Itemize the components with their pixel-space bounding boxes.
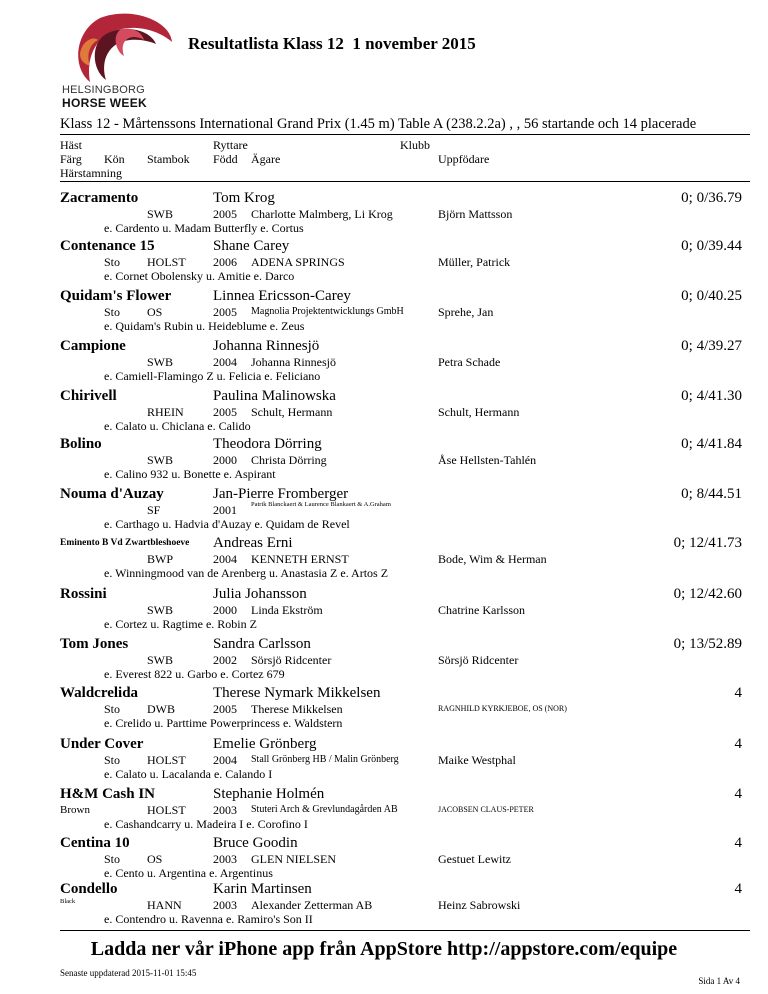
breeder: Björn Mattsson xyxy=(438,207,513,221)
owner: Alexander Zetterman AB xyxy=(251,898,373,912)
horse-name: Rossini xyxy=(60,586,107,602)
horse-gender: Sto xyxy=(104,702,121,716)
studbook: SWB xyxy=(147,355,174,369)
horse-name: Campione xyxy=(60,338,126,354)
horse-name: Waldcrelida xyxy=(60,685,139,701)
rider-name: Johanna Rinnesjö xyxy=(213,338,320,354)
studbook: OS xyxy=(147,305,163,319)
pedigree: e. Quidam's Rubin u. Heideblume e. Zeus xyxy=(104,319,305,333)
owner: Johanna Rinnesjö xyxy=(251,355,336,369)
birth-year: 2006 xyxy=(213,255,237,269)
studbook: HOLST xyxy=(147,753,186,767)
owner: Sörsjö Ridcenter xyxy=(251,653,332,667)
result-entry xyxy=(0,288,768,340)
result-entry xyxy=(0,338,768,390)
result-score: 0; 4/41.30 xyxy=(681,388,742,404)
breeder: Sprehe, Jan xyxy=(438,305,494,319)
result-score: 4 xyxy=(734,881,742,897)
studbook: RHEIN xyxy=(147,405,184,419)
result-score: 4 xyxy=(734,685,742,701)
breeder: Schult, Hermann xyxy=(438,405,520,419)
pedigree: e. Camiell-Flamingo Z u. Felicia e. Feliciano xyxy=(104,369,321,383)
rider-name: Sandra Carlsson xyxy=(213,636,311,652)
pedigree: e. Calato u. Chiclana e. Calido xyxy=(104,419,251,433)
pedigree: e. Contendro u. Ravenna e. Ramiro's Son II xyxy=(104,912,313,926)
col-header-stambok: Stambok xyxy=(147,152,190,166)
rider-name: Paulina Malinowska xyxy=(213,388,336,404)
breeder: Chatrine Karlsson xyxy=(438,603,525,617)
result-entry xyxy=(0,636,768,688)
birth-year: 2005 xyxy=(213,207,237,221)
result-entry xyxy=(0,685,768,737)
result-entry xyxy=(0,535,768,587)
horse-name: Chirivell xyxy=(60,388,117,404)
result-entry xyxy=(0,835,768,887)
studbook: DWB xyxy=(147,702,175,716)
horse-gender: Sto xyxy=(104,852,121,866)
page-title: Resultatlista Klass 12 1 november 2015 xyxy=(188,34,476,53)
col-header-ryttare: Ryttare xyxy=(213,138,248,152)
footer-divider xyxy=(60,930,750,931)
logo-text-horse-week: HORSE WEEK xyxy=(62,96,148,110)
rider-name: Linnea Ericsson-Carey xyxy=(213,288,351,304)
header-bottom-divider xyxy=(60,181,750,182)
studbook: OS xyxy=(147,852,163,866)
result-score: 4 xyxy=(734,736,742,752)
horse-gender: Sto xyxy=(104,255,121,269)
owner: Schult, Hermann xyxy=(251,405,333,419)
pedigree: e. Calino 932 u. Bonette e. Aspirant xyxy=(104,467,276,481)
birth-year: 2005 xyxy=(213,305,237,319)
breeder: Bode, Wim & Herman xyxy=(438,552,547,566)
birth-year: 2005 xyxy=(213,405,237,419)
owner: Magnolia Projektentwicklungs GmbH xyxy=(251,306,404,317)
studbook: SWB xyxy=(147,603,174,617)
rider-name: Jan-Pierre Fromberger xyxy=(213,486,349,502)
birth-year: 2000 xyxy=(213,603,237,617)
rider-name: Stephanie Holmén xyxy=(213,786,325,802)
birth-year: 2003 xyxy=(213,803,237,817)
rider-name: Andreas Erni xyxy=(213,535,293,551)
result-score: 0; 4/41.84 xyxy=(681,436,742,452)
owner: Stall Grönberg HB / Malin Grönberg xyxy=(251,754,399,765)
birth-year: 2005 xyxy=(213,702,237,716)
result-entry xyxy=(0,786,768,838)
studbook: SWB xyxy=(147,653,174,667)
studbook: BWP xyxy=(147,552,174,566)
birth-year: 2004 xyxy=(213,355,237,369)
pedigree: e. Cento u. Argentina e. Argentinus xyxy=(104,866,273,880)
pedigree: e. Cardento u. Madam Butterfly e. Cortus xyxy=(104,221,304,235)
pedigree: e. Everest 822 u. Garbo e. Cortez 679 xyxy=(104,667,285,681)
logo-swoosh-outer xyxy=(78,14,172,82)
breeder: Gestuet Lewitz xyxy=(438,852,511,866)
horse-color: Brown xyxy=(60,804,90,816)
horse-name: Quidam's Flower xyxy=(60,288,172,304)
result-score: 0; 0/39.44 xyxy=(681,238,742,254)
result-entry xyxy=(0,486,768,538)
result-entry xyxy=(0,190,768,242)
breeder: Sörsjö Ridcenter xyxy=(438,653,519,667)
pedigree: e. Cortez u. Ragtime e. Robin Z xyxy=(104,617,257,631)
result-score: 0; 13/52.89 xyxy=(673,636,742,652)
result-entry xyxy=(0,881,768,933)
birth-year: 2004 xyxy=(213,753,237,767)
owner: Stuteri Arch & Grevlundagården AB xyxy=(251,804,398,815)
last-updated: Senaste uppdaterad 2015-11-01 15:45 xyxy=(60,968,197,978)
result-entry xyxy=(0,586,768,638)
pedigree: e. Crelido u. Parttime Powerprincess e. Waldstern xyxy=(104,716,343,730)
horse-name: Tom Jones xyxy=(60,636,129,652)
header-top-divider xyxy=(60,134,750,135)
horse-gender: Sto xyxy=(104,305,121,319)
result-entry xyxy=(0,388,768,440)
horse-color: Black xyxy=(60,898,76,905)
studbook: SWB xyxy=(147,207,174,221)
pedigree: e. Calato u. Lacalanda e. Calando I xyxy=(104,767,273,781)
class-subtitle: Klass 12 - Mårtenssons International Grand Prix (1.45 m) Table A (238.2.2a) , , 56 startande och 14 placerade xyxy=(60,116,697,132)
horse-name: Under Cover xyxy=(60,736,144,752)
col-header-fodd: Född xyxy=(213,152,238,166)
horse-name: Bolino xyxy=(60,436,102,452)
studbook: HOLST xyxy=(147,255,186,269)
owner: Linda Ekström xyxy=(251,603,323,617)
breeder: Müller, Patrick xyxy=(438,255,511,269)
col-header-agare: Ägare xyxy=(251,152,281,166)
studbook: SF xyxy=(147,503,161,517)
horse-name: Contenance 15 xyxy=(60,238,155,254)
rider-name: Bruce Goodin xyxy=(213,835,298,851)
horse-name: Zacramento xyxy=(60,190,139,206)
birth-year: 2003 xyxy=(213,898,237,912)
breeder: RAGNHILD KYRKJEBOE, OS (NOR) xyxy=(438,704,567,713)
result-score: 0; 12/41.73 xyxy=(673,535,742,551)
owner: GLEN NIELSEN xyxy=(251,852,336,866)
birth-year: 2001 xyxy=(213,503,237,517)
col-header-harstamning: Härstamning xyxy=(60,166,122,180)
rider-name: Julia Johansson xyxy=(213,586,307,602)
app-download-banner: Ladda ner vår iPhone app från AppStore http://appstore.com/equipe xyxy=(90,938,678,960)
rider-name: Theodora Dörring xyxy=(213,436,322,452)
logo-text-helsingborg: HELSINGBORG xyxy=(62,84,145,96)
studbook: HOLST xyxy=(147,803,186,817)
breeder: Petra Schade xyxy=(438,355,501,369)
page-number: Sida 1 Av 4 xyxy=(698,976,740,986)
result-score: 0; 8/44.51 xyxy=(681,486,742,502)
pedigree: e. Carthago u. Hadvia d'Auzay e. Quidam de Revel xyxy=(104,517,350,531)
col-header-uppfodare: Uppfödare xyxy=(438,152,490,166)
owner: ADENA SPRINGS xyxy=(251,255,345,269)
rider-name: Tom Krog xyxy=(213,190,275,206)
pedigree: e. Cornet Obolensky u. Amitie e. Darco xyxy=(104,269,295,283)
horse-name: Eminento B Vd Zwartbleshoeve xyxy=(60,538,190,548)
horse-name: H&M Cash IN xyxy=(60,786,156,802)
result-entry xyxy=(0,238,768,290)
col-header-kon: Kön xyxy=(104,152,125,166)
col-header-hast: Häst xyxy=(60,138,82,152)
breeder: Heinz Sabrowski xyxy=(438,898,521,912)
col-header-farg: Färg xyxy=(60,152,82,166)
birth-year: 2004 xyxy=(213,552,237,566)
owner: Christa Dörring xyxy=(251,453,327,467)
result-entry xyxy=(0,436,768,488)
breeder: Åse Hellsten-Tahlén xyxy=(438,453,537,467)
breeder: JACOBSEN CLAUS-PETER xyxy=(438,805,534,814)
horse-name: Nouma d'Auzay xyxy=(60,486,164,502)
birth-year: 2002 xyxy=(213,653,237,667)
result-score: 4 xyxy=(734,835,742,851)
owner: KENNETH ERNST xyxy=(251,552,349,566)
breeder: Maike Westphal xyxy=(438,753,516,767)
horse-name: Condello xyxy=(60,881,118,897)
rider-name: Emelie Grönberg xyxy=(213,736,317,752)
horse-gender: Sto xyxy=(104,753,121,767)
studbook: HANN xyxy=(147,898,182,912)
birth-year: 2000 xyxy=(213,453,237,467)
rider-name: Shane Carey xyxy=(213,238,290,254)
pedigree: e. Cashandcarry u. Madeira I e. Corofino I xyxy=(104,817,308,831)
result-score: 0; 0/36.79 xyxy=(681,190,742,206)
rider-name: Therese Nymark Mikkelsen xyxy=(213,685,381,701)
owner: Patrik Blanckaert & Laurence Blankaert & A.Graham xyxy=(251,501,391,508)
result-score: 0; 12/42.60 xyxy=(673,586,742,602)
result-score: 0; 4/39.27 xyxy=(681,338,742,354)
result-score: 4 xyxy=(734,786,742,802)
result-entry xyxy=(0,736,768,788)
col-header-klubb: Klubb xyxy=(400,138,430,152)
studbook: SWB xyxy=(147,453,174,467)
birth-year: 2003 xyxy=(213,852,237,866)
horse-name: Centina 10 xyxy=(60,835,130,851)
result-score: 0; 0/40.25 xyxy=(681,288,742,304)
pedigree: e. Winningmood van de Arenberg u. Anastasia Z e. Artos Z xyxy=(104,566,389,580)
rider-name: Karin Martinsen xyxy=(213,881,312,897)
owner: Therese Mikkelsen xyxy=(251,702,343,716)
owner: Charlotte Malmberg, Li Krog xyxy=(251,207,393,221)
